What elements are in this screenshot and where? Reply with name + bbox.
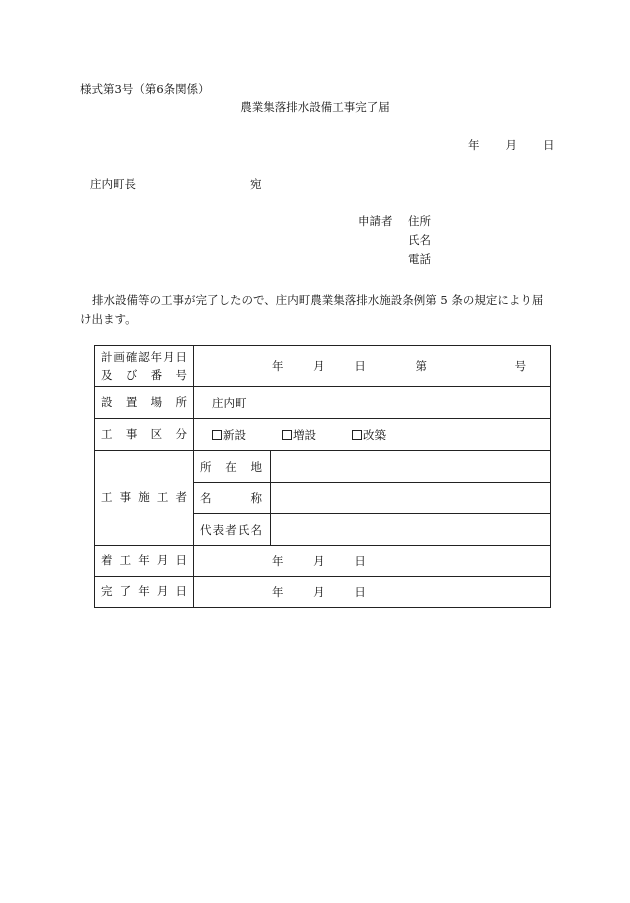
plan-year-label: 年 [272,359,284,373]
start-date-value[interactable] [194,546,551,577]
submission-date [468,140,555,152]
plan-confirmation-label [95,346,194,387]
form-number: 様式第3号（第6条関係） [80,82,210,96]
contractor-rep-value[interactable] [271,514,551,546]
option-new-label: 新設 [223,427,246,442]
work-type-option-expansion[interactable] [282,427,316,443]
plan-day-label: 日 [354,359,366,373]
work-type-options [194,419,551,451]
work-type-option-new[interactable] [212,427,246,443]
plan-month-label: 月 [313,359,325,373]
contractor-name-value[interactable] [271,483,551,514]
option-renovation-label: 改築 [363,427,386,442]
addressee-name: 庄内町長 [90,177,136,191]
row-location [95,387,551,419]
work-type-option-renovation[interactable] [352,427,386,443]
row-start-date [95,546,551,577]
body-text: 排水設備等の工事が完了したので、庄内町農業集落排水施設条例第 5 条の規定により届け出ます。 [80,293,544,326]
plan-number-suffix: 号 [514,359,527,373]
date-day-label: 日 [543,138,555,152]
work-type-label: 工事区分 [95,419,194,451]
plan-confirmation-value[interactable] [194,346,551,387]
plan-number-prefix: 第 [415,359,427,373]
row-contractor-address [95,451,551,483]
date-year-label: 年 [468,138,480,152]
plan-label-line2: 及び番号 [101,368,187,382]
contractor-label: 工事施工者 [95,451,194,546]
contractor-address-label: 所在地 [194,451,271,483]
row-work-type [95,419,551,451]
contractor-name-label: 名称 [194,483,271,514]
start-year-label: 年 [272,554,284,568]
completion-month-label: 月 [313,585,325,599]
completion-year-label: 年 [272,585,284,599]
start-day-label: 日 [354,554,366,568]
location-label: 設置場所 [95,387,194,419]
applicant-label: 申請者 [358,214,393,228]
checkbox-new[interactable] [212,430,222,440]
checkbox-expansion[interactable] [282,430,292,440]
applicant-address-label: 住所 [408,214,431,228]
row-completion-date [95,577,551,608]
row-plan-confirmation [95,346,551,387]
start-date-label: 着工年月日 [95,546,194,577]
checkbox-renovation[interactable] [352,430,362,440]
date-month-label: 月 [505,138,517,152]
contractor-address-value[interactable] [271,451,551,483]
applicant-name-label: 氏名 [408,233,431,247]
document-title: 農業集落排水設備工事完了届 [240,100,390,114]
option-expansion-label: 増設 [293,427,316,442]
start-month-label: 月 [313,554,325,568]
addressee-suffix: 宛 [250,177,262,191]
location-value[interactable]: 庄内町 [194,387,551,419]
completion-date-label: 完了年月日 [95,577,194,608]
contractor-rep-label: 代表者氏名 [194,514,271,546]
completion-form-table [94,345,551,608]
plan-label-line1: 計画確認年月日 [101,350,187,364]
applicant-phone-label: 電話 [408,252,431,266]
completion-date-value[interactable] [194,577,551,608]
completion-day-label: 日 [354,585,366,599]
body-text-paragraph [80,291,554,329]
